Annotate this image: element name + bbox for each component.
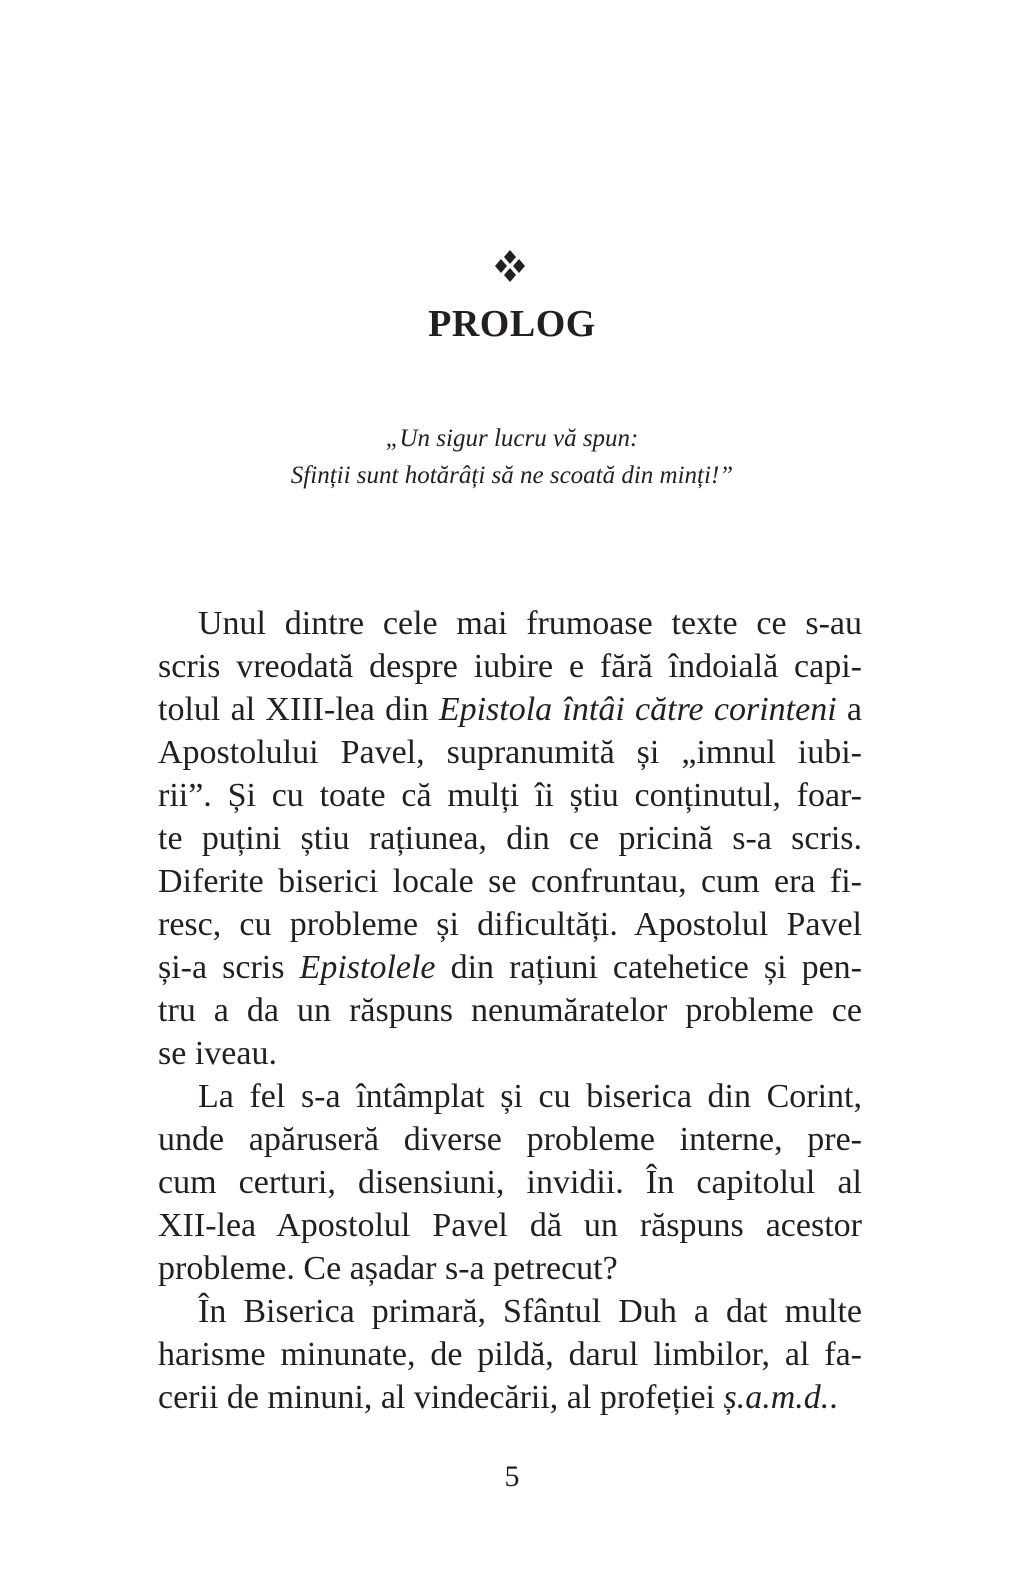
text-line [158,1161,862,1204]
four-diamond-ornament-icon [492,248,528,284]
text-segment: XII-lea Apostolul Pavel dă un răspuns acestor [158,1207,862,1244]
text-segment: cerii de minuni, al vindecării, al profeției [158,1379,724,1416]
text-line [158,946,862,989]
text-segment: din rațiuni catehetice și pen- [435,949,862,986]
text-segment: . [829,1379,838,1416]
text-segment: resc, cu probleme și dificultăți. Apostolul Pavel [158,906,862,943]
text-segment: Apostolului Pavel, supranumită și „imnul iubi- [158,734,862,771]
text-segment: Diferite biserici locale se confruntau, cum era fi- [158,863,862,900]
text-line [158,1376,862,1419]
text-segment: La fel s-a întâmplat și cu biserica din Corint, [198,1078,862,1115]
text-segment: Unul dintre cele mai frumoase texte ce s-au [198,605,862,642]
text-segment: a [836,691,863,728]
body-text [158,602,862,1419]
text-line [158,731,862,774]
text-segment: harisme minunate, de pildă, darul limbilor, al fa- [158,1336,862,1373]
text-line [158,1290,862,1333]
text-segment: tru a da un răspuns nenumăratelor probleme ce [158,992,862,1029]
italic-title: Epistolele [299,949,436,986]
text-segment: te puțini știu rațiunea, din ce pricină s-a scris. [158,820,862,857]
text-line [158,903,862,946]
text-line [158,1204,862,1247]
page-number: 5 [504,1460,520,1493]
epigraph [0,420,1024,494]
text-line [158,1032,862,1075]
epigraph-line: Sfinții sunt hotărâți să ne scoată din minți!” [290,462,734,489]
text-segment: și-a scris [158,949,300,986]
text-segment: scris vreodată despre iubire e fără îndoială capi- [158,648,862,685]
text-segment: unde apăruseră diverse probleme interne, pre- [158,1121,862,1158]
epigraph-line: „Un sigur lucru vă spun: [385,425,639,452]
text-line [158,860,862,903]
italic-title: ș.a.m.d. [723,1379,830,1416]
text-segment: cum certuri, disensiuni, invidii. În capitolul al [158,1164,862,1201]
italic-title: Epistola întâi către corinteni [438,691,837,728]
text-line [158,688,862,731]
text-segment: tolul al XIII-lea din [158,691,439,728]
text-line [158,1247,862,1290]
text-line [158,774,862,817]
text-line [158,989,862,1032]
text-segment: În Biserica primară, Sfântul Duh a dat multe [198,1293,862,1330]
chapter-title: PROLOG [428,303,596,345]
text-line [158,1075,862,1118]
text-segment: rii”. Și cu toate că mulți îi știu conținutul, foar- [158,777,862,814]
text-line [158,1333,862,1376]
text-line [158,645,862,688]
text-segment: probleme. Ce așadar s-a petrecut? [158,1250,618,1287]
text-line [158,1118,862,1161]
text-segment: se iveau. [158,1035,277,1072]
text-line [158,817,862,860]
text-line [158,602,862,645]
